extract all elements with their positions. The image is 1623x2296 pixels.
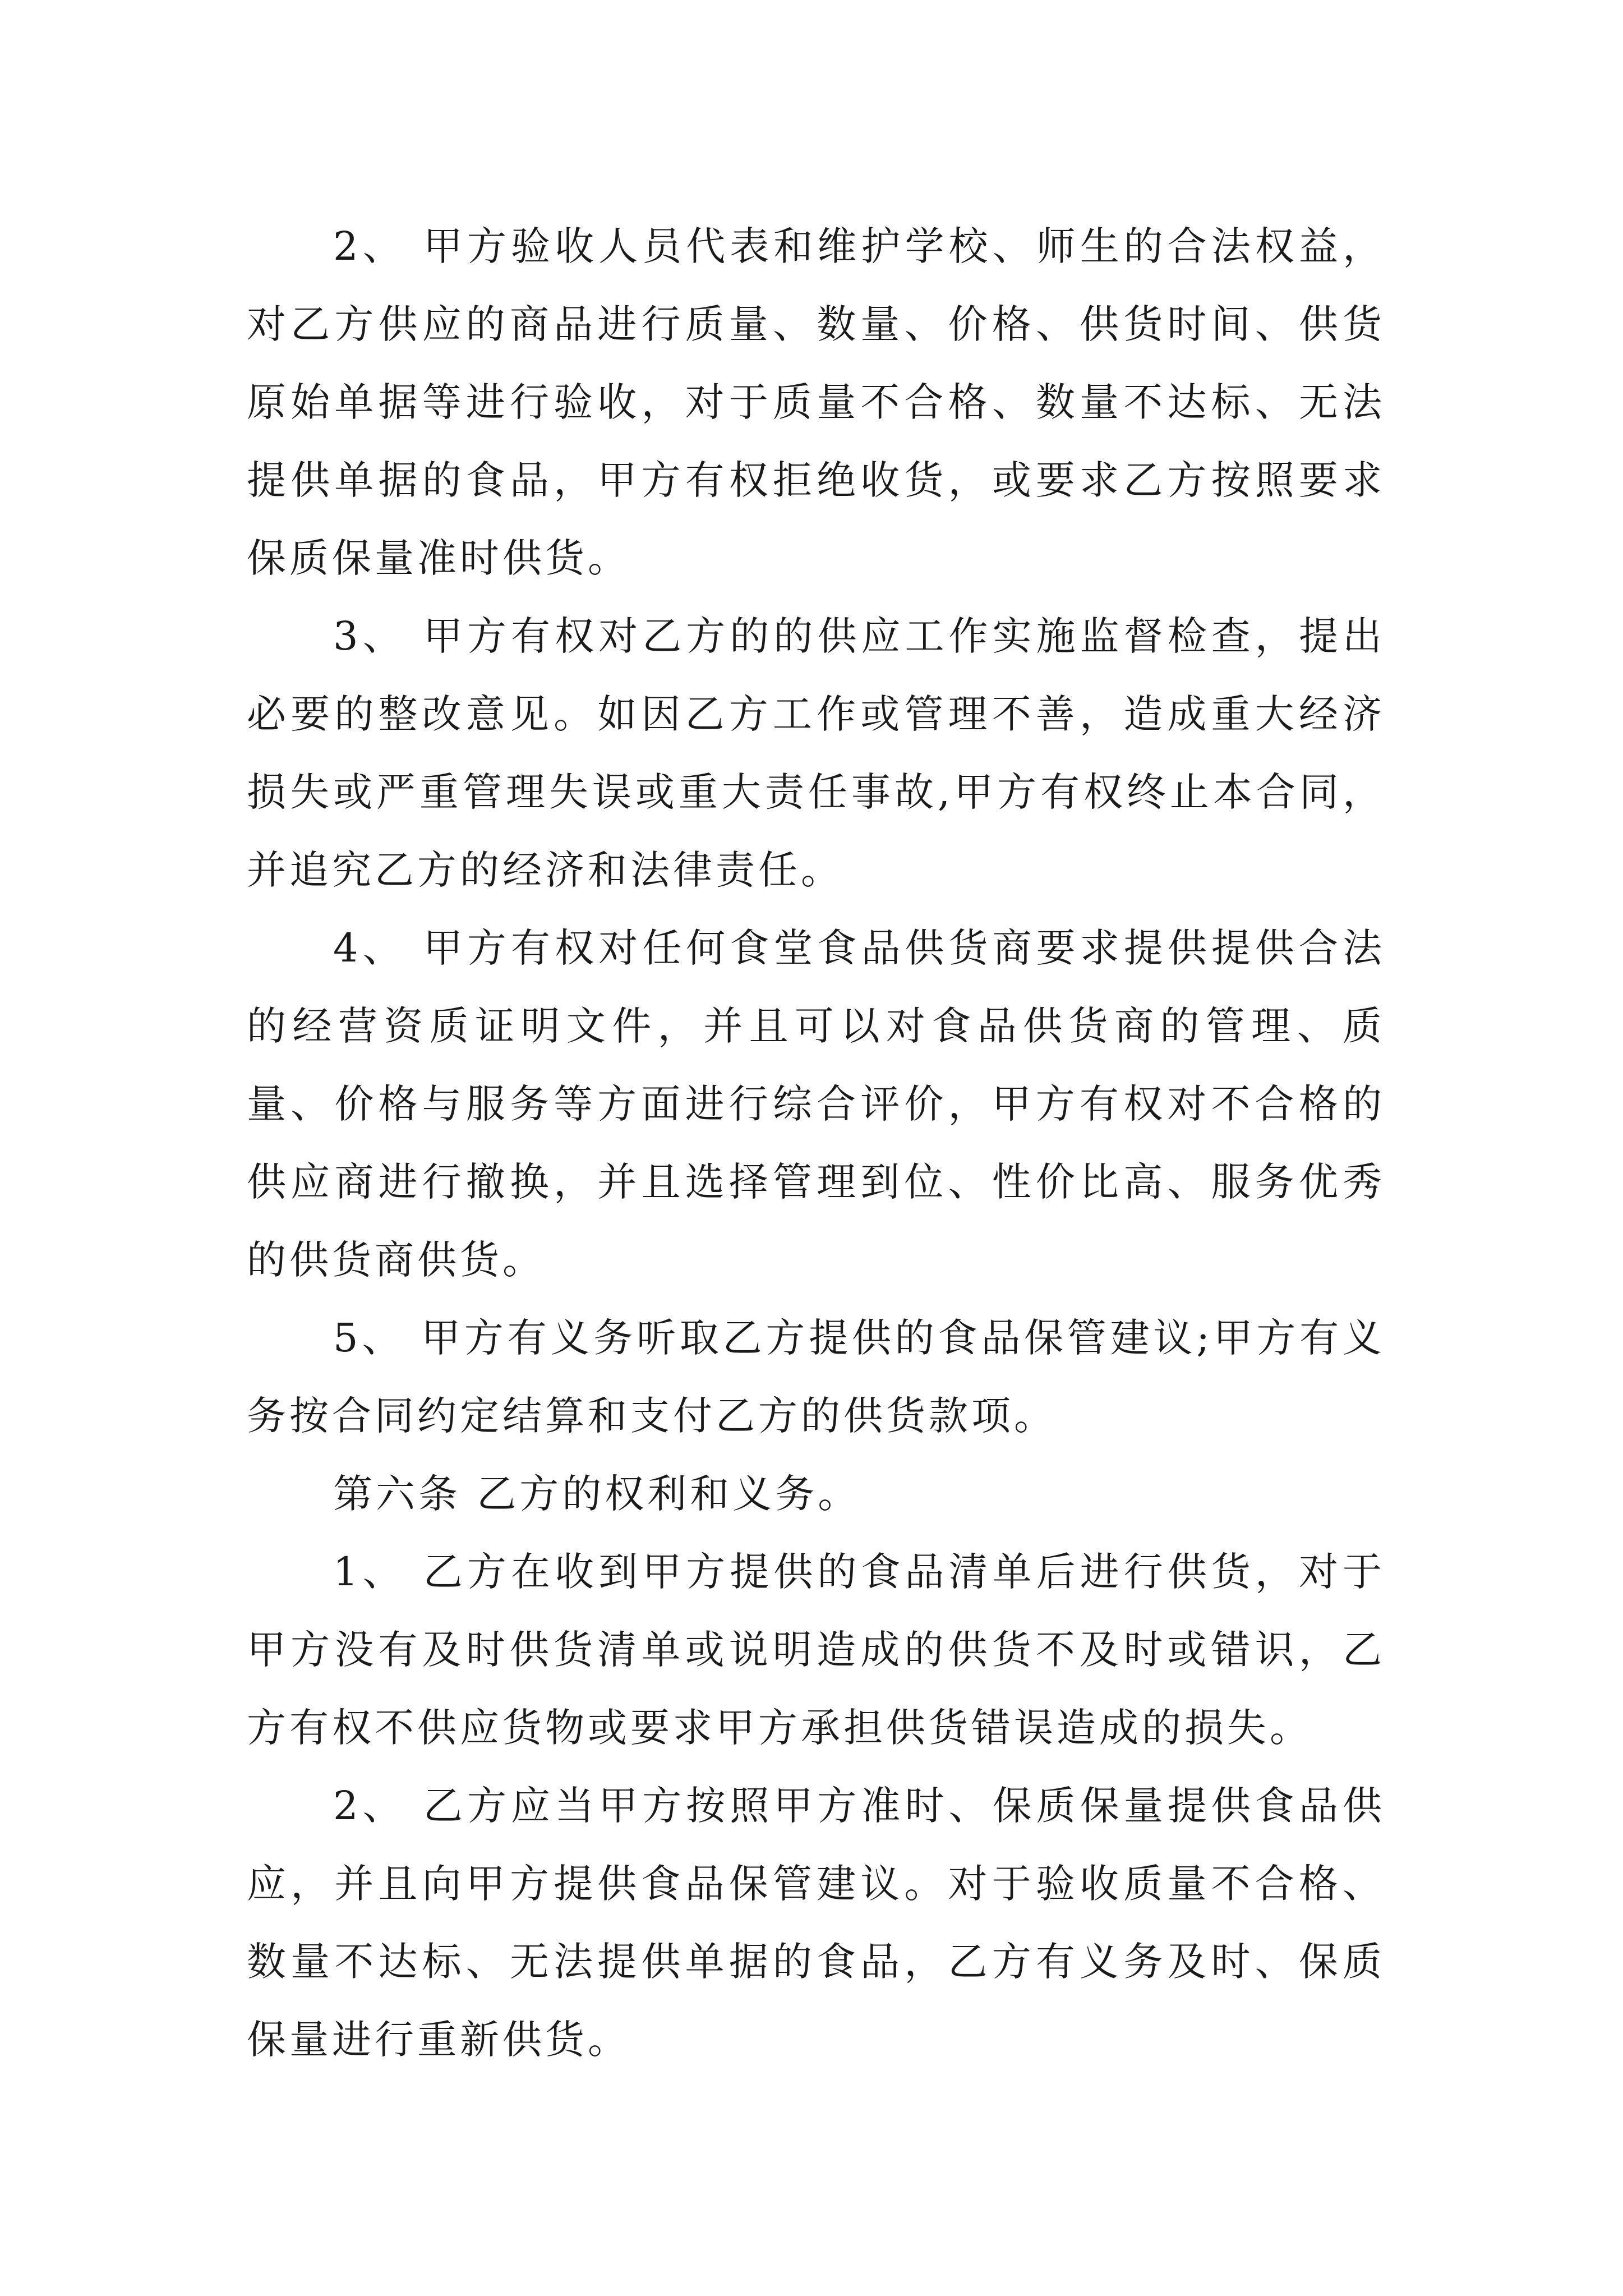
paragraph-clause-5: 5、 甲方有义务听取乙方提供的食品保管建议;甲方有义务按合同约定结算和支付乙方的供货款项。 <box>247 1315 1385 1439</box>
section-heading-article-6: 第六条 乙方的权利和义务。 <box>333 1471 861 1517</box>
paragraph-article-6-clause-1: 1、 乙方在收到甲方提供的食品清单后进行供货，对于甲方没有及时供货清单或说明造成的供货不及时或错识，乙方有权不供应货物或要求甲方承担供货错误造成的损失。 <box>247 1549 1385 1751</box>
paragraph-clause-4: 4、 甲方有权对任何食堂食品供货商要求提供提供合法的经营资质证明文件，并且可以对食品供货商的管理、质量、价格与服务等方面进行综合评价，甲方有权对不合格的供应商进行撤换，并且选择管理到位、性价比高、服务优秀的供货商供货。 <box>247 925 1385 1283</box>
document-body <box>247 208 1385 2079</box>
paragraph-clause-3: 3、 甲方有权对乙方的的供应工作实施监督检查，提出必要的整改意见。如因乙方工作或管理不善，造成重大经济损失或严重管理失误或重大责任事故,甲方有权终止本合同，并追究乙方的经济和法律责任。 <box>247 613 1385 893</box>
paragraph-clause-2: 2、 甲方验收人员代表和维护学校、师生的合法权益，对乙方供应的商品进行质量、数量、价格、供货时间、供货原始单据等进行验收，对于质量不合格、数量不达标、无法提供单据的食品，甲方有权拒绝收货，或要求乙方按照要求保质保量准时供货。 <box>247 223 1385 581</box>
paragraph-article-6-clause-2: 2、 乙方应当甲方按照甲方准时、保质保量提供食品供应，并且向甲方提供食品保管建议。对于验收质量不合格、数量不达标、无法提供单据的食品，乙方有义务及时、保质保量进行重新供货。 <box>247 1783 1385 2063</box>
